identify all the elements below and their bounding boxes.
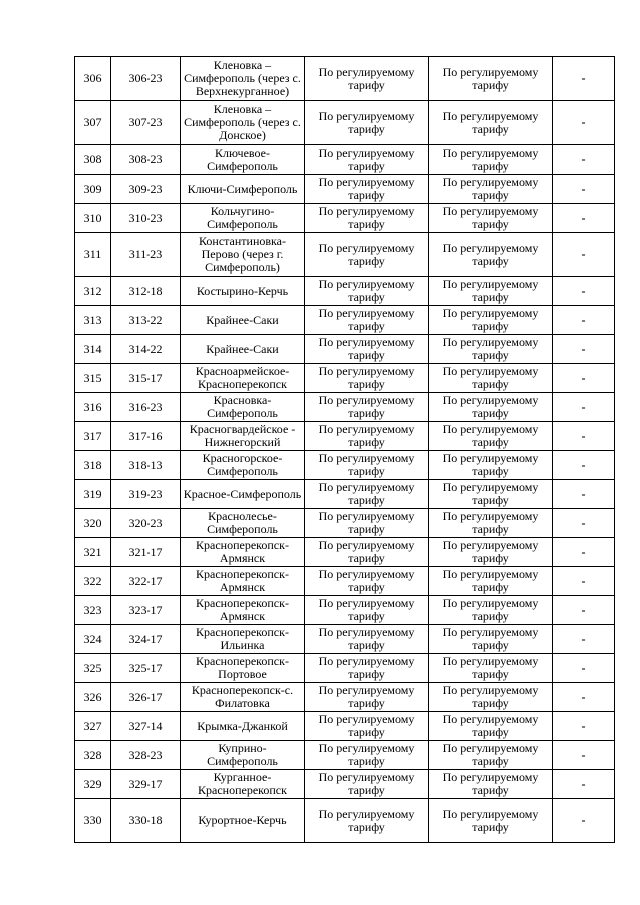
route-name-cell: Красноармейское-Красноперекопск [181,364,305,393]
table-row [75,596,615,625]
route-number-cell: 312 [75,277,111,306]
dash-cell: - [553,712,615,741]
dash-cell: - [553,683,615,712]
route-number-cell: 310 [75,204,111,233]
tariff-cell: По регулируемому тарифу [305,145,429,175]
table-row [75,567,615,596]
route-number-cell: 309 [75,175,111,204]
dash-cell: - [553,480,615,509]
dash-cell: - [553,57,615,101]
route-name-cell: Красноперекопск-Армянск [181,596,305,625]
route-number-cell: 319 [75,480,111,509]
registration-number-cell: 311-23 [111,233,181,277]
dash-cell: - [553,422,615,451]
registration-number-cell: 306-23 [111,57,181,101]
route-name-cell: Курортное-Керчь [181,799,305,843]
table-row [75,741,615,770]
table-row [75,799,615,843]
tariff-cell: По регулируемому тарифу [305,233,429,277]
tariff-cell: По регулируемому тарифу [429,175,553,204]
tariff-cell: По регулируемому тарифу [429,145,553,175]
registration-number-cell: 324-17 [111,625,181,654]
route-number-cell: 329 [75,770,111,799]
route-name-cell: Красноперекопск-Ильинка [181,625,305,654]
tariff-cell: По регулируемому тарифу [305,538,429,567]
tariff-cell: По регулируемому тарифу [305,101,429,145]
routes-table [74,56,615,843]
tariff-cell: По регулируемому тарифу [305,596,429,625]
dash-cell: - [553,364,615,393]
route-number-cell: 306 [75,57,111,101]
tariff-cell: По регулируемому тарифу [429,451,553,480]
tariff-cell: По регулируемому тарифу [305,57,429,101]
dash-cell: - [553,101,615,145]
tariff-cell: По регулируемому тарифу [305,509,429,538]
table-row [75,277,615,306]
table-row [75,770,615,799]
tariff-cell: По регулируемому тарифу [429,233,553,277]
registration-number-cell: 312-18 [111,277,181,306]
dash-cell: - [553,625,615,654]
table-row [75,509,615,538]
route-name-cell: Костырино-Керчь [181,277,305,306]
route-name-cell: Ключи-Симферополь [181,175,305,204]
route-name-cell: Константиновка-Перово (через г. Симферополь) [181,233,305,277]
registration-number-cell: 310-23 [111,204,181,233]
table-row [75,480,615,509]
registration-number-cell: 315-17 [111,364,181,393]
registration-number-cell: 318-13 [111,451,181,480]
route-number-cell: 324 [75,625,111,654]
tariff-cell: По регулируемому тарифу [305,204,429,233]
route-name-cell: Крымка-Джанкой [181,712,305,741]
table-row [75,364,615,393]
tariff-cell: По регулируемому тарифу [305,770,429,799]
route-number-cell: 321 [75,538,111,567]
table-row [75,625,615,654]
tariff-cell: По регулируемому тарифу [305,625,429,654]
registration-number-cell: 325-17 [111,654,181,683]
tariff-cell: По регулируемому тарифу [305,364,429,393]
registration-number-cell: 307-23 [111,101,181,145]
dash-cell: - [553,596,615,625]
route-number-cell: 311 [75,233,111,277]
dash-cell: - [553,145,615,175]
tariff-cell: По регулируемому тарифу [429,625,553,654]
routes-table-body [75,57,615,843]
tariff-cell: По регулируемому тарифу [429,683,553,712]
route-name-cell: Кольчугино-Симферополь [181,204,305,233]
tariff-cell: По регулируемому тарифу [305,741,429,770]
tariff-cell: По регулируемому тарифу [429,335,553,364]
tariff-cell: По регулируемому тарифу [305,277,429,306]
table-row [75,683,615,712]
table-row [75,654,615,683]
table-row [75,233,615,277]
registration-number-cell: 322-17 [111,567,181,596]
table-row [75,57,615,101]
registration-number-cell: 321-17 [111,538,181,567]
table-row [75,306,615,335]
route-name-cell: Красноперекопск-с. Филатовка [181,683,305,712]
tariff-cell: По регулируемому тарифу [429,393,553,422]
table-row [75,451,615,480]
registration-number-cell: 328-23 [111,741,181,770]
route-number-cell: 322 [75,567,111,596]
route-name-cell: Красноперекопск-Портовое [181,654,305,683]
table-row [75,101,615,145]
route-name-cell: Кленовка – Симферополь (через с. Донское) [181,101,305,145]
dash-cell: - [553,770,615,799]
route-number-cell: 317 [75,422,111,451]
table-row [75,204,615,233]
route-name-cell: Краснолесье-Симферополь [181,509,305,538]
route-number-cell: 308 [75,145,111,175]
table-row [75,538,615,567]
route-name-cell: Красноперекопск-Армянск [181,567,305,596]
dash-cell: - [553,175,615,204]
tariff-cell: По регулируемому тарифу [305,175,429,204]
tariff-cell: По регулируемому тарифу [429,799,553,843]
tariff-cell: По регулируемому тарифу [429,422,553,451]
tariff-cell: По регулируемому тарифу [429,654,553,683]
route-name-cell: Красновка-Симферополь [181,393,305,422]
route-name-cell: Кленовка – Симферополь (через с. Верхнекурганное) [181,57,305,101]
route-name-cell: Ключевое-Симферополь [181,145,305,175]
route-name-cell: Крайнее-Саки [181,335,305,364]
route-number-cell: 307 [75,101,111,145]
tariff-cell: По регулируемому тарифу [429,364,553,393]
tariff-cell: По регулируемому тарифу [429,770,553,799]
route-number-cell: 318 [75,451,111,480]
table-row [75,393,615,422]
registration-number-cell: 319-23 [111,480,181,509]
route-number-cell: 320 [75,509,111,538]
tariff-cell: По регулируемому тарифу [305,422,429,451]
route-number-cell: 316 [75,393,111,422]
route-number-cell: 326 [75,683,111,712]
tariff-cell: По регулируемому тарифу [429,101,553,145]
tariff-cell: По регулируемому тарифу [429,712,553,741]
tariff-cell: По регулируемому тарифу [429,57,553,101]
route-number-cell: 328 [75,741,111,770]
tariff-cell: По регулируемому тарифу [429,480,553,509]
dash-cell: - [553,335,615,364]
dash-cell: - [553,509,615,538]
tariff-cell: По регулируемому тарифу [305,712,429,741]
tariff-cell: По регулируемому тарифу [305,306,429,335]
tariff-cell: По регулируемому тарифу [305,480,429,509]
registration-number-cell: 326-17 [111,683,181,712]
dash-cell: - [553,799,615,843]
registration-number-cell: 323-17 [111,596,181,625]
dash-cell: - [553,277,615,306]
tariff-cell: По регулируемому тарифу [429,596,553,625]
dash-cell: - [553,451,615,480]
route-number-cell: 330 [75,799,111,843]
tariff-cell: По регулируемому тарифу [305,799,429,843]
route-name-cell: Курганное-Красноперекопск [181,770,305,799]
route-name-cell: Куприно-Симферополь [181,741,305,770]
route-name-cell: Красногвардейское - Нижнегорский [181,422,305,451]
route-number-cell: 325 [75,654,111,683]
route-number-cell: 314 [75,335,111,364]
registration-number-cell: 314-22 [111,335,181,364]
tariff-cell: По регулируемому тарифу [429,567,553,596]
tariff-cell: По регулируемому тарифу [305,683,429,712]
table-row [75,175,615,204]
registration-number-cell: 317-16 [111,422,181,451]
registration-number-cell: 316-23 [111,393,181,422]
tariff-cell: По регулируемому тарифу [429,509,553,538]
tariff-cell: По регулируемому тарифу [305,567,429,596]
registration-number-cell: 308-23 [111,145,181,175]
dash-cell: - [553,538,615,567]
tariff-cell: По регулируемому тарифу [429,204,553,233]
tariff-cell: По регулируемому тарифу [305,393,429,422]
tariff-cell: По регулируемому тарифу [429,306,553,335]
route-name-cell: Красное-Симферополь [181,480,305,509]
tariff-cell: По регулируемому тарифу [429,741,553,770]
route-number-cell: 315 [75,364,111,393]
registration-number-cell: 330-18 [111,799,181,843]
table-row [75,712,615,741]
dash-cell: - [553,233,615,277]
route-number-cell: 313 [75,306,111,335]
dash-cell: - [553,741,615,770]
registration-number-cell: 309-23 [111,175,181,204]
table-row [75,335,615,364]
tariff-cell: По регулируемому тарифу [429,538,553,567]
route-name-cell: Красноперекопск-Армянск [181,538,305,567]
dash-cell: - [553,393,615,422]
table-row [75,422,615,451]
dash-cell: - [553,306,615,335]
tariff-cell: По регулируемому тарифу [305,335,429,364]
dash-cell: - [553,567,615,596]
route-name-cell: Красногорское-Симферополь [181,451,305,480]
registration-number-cell: 320-23 [111,509,181,538]
registration-number-cell: 327-14 [111,712,181,741]
registration-number-cell: 329-17 [111,770,181,799]
table-row [75,145,615,175]
tariff-cell: По регулируемому тарифу [305,654,429,683]
route-number-cell: 323 [75,596,111,625]
dash-cell: - [553,204,615,233]
dash-cell: - [553,654,615,683]
tariff-cell: По регулируемому тарифу [305,451,429,480]
registration-number-cell: 313-22 [111,306,181,335]
tariff-cell: По регулируемому тарифу [429,277,553,306]
route-name-cell: Крайнее-Саки [181,306,305,335]
route-number-cell: 327 [75,712,111,741]
